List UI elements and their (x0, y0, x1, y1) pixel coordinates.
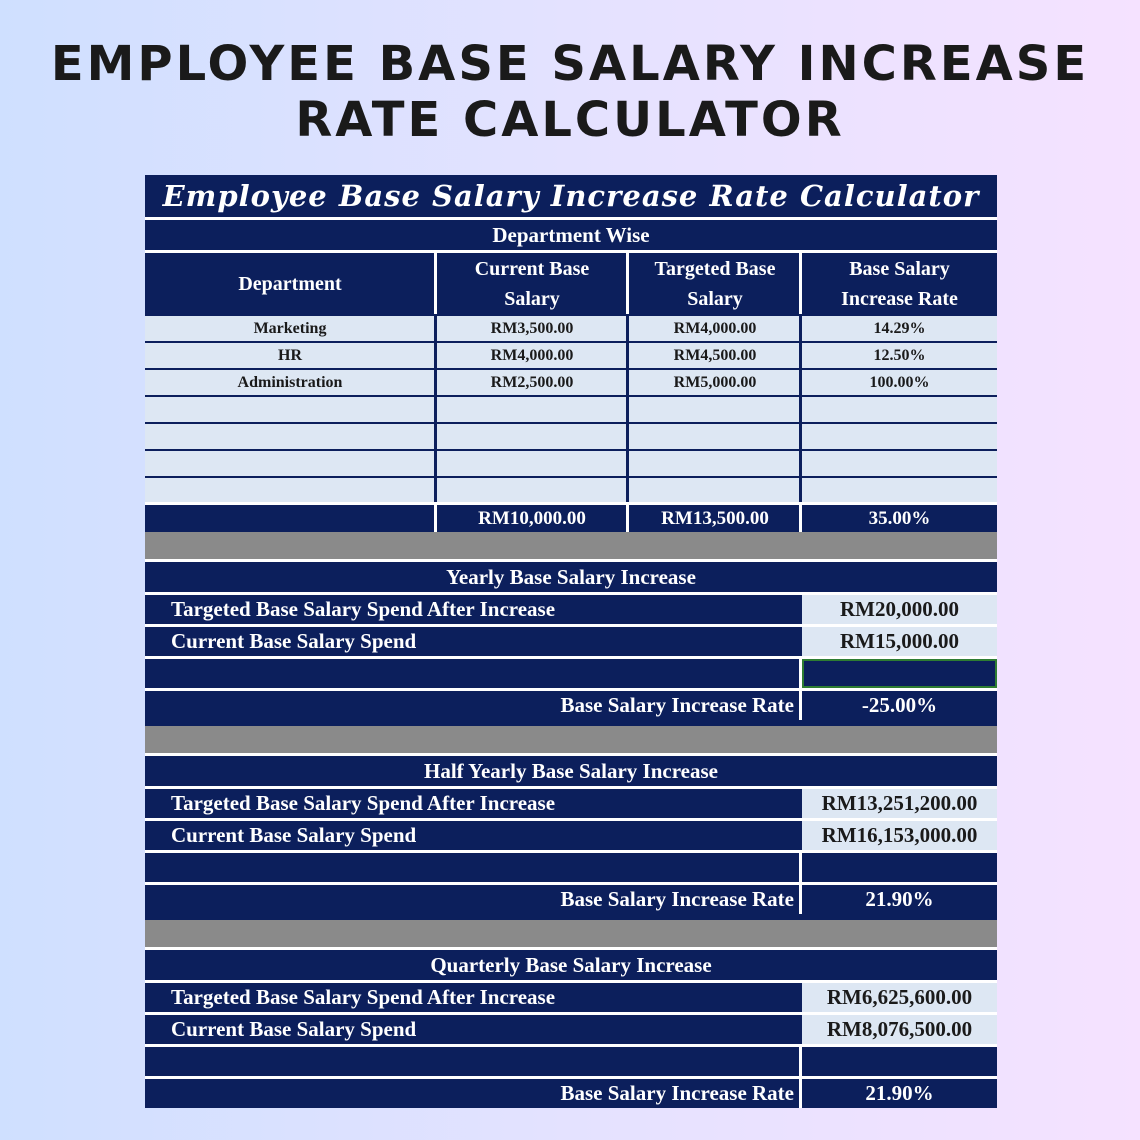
department-section-heading-row (145, 217, 997, 250)
department-section-heading: Department Wise (492, 222, 650, 247)
targeted-base-salary-cell[interactable]: RM4,000.00 (673, 319, 757, 337)
blank-cell[interactable] (145, 853, 800, 882)
targeted-spend-label: Targeted Base Salary Spend After Increase (171, 985, 556, 1009)
increase-rate-row (145, 882, 997, 914)
section-separator (145, 726, 997, 753)
calculator-sheet (145, 175, 997, 1108)
column-header-targeted-base-salary[interactable]: Targeted Base Salary (654, 257, 776, 310)
current-base-salary-cell[interactable] (437, 397, 627, 422)
current-spend-value[interactable]: RM15,000.00 (802, 627, 997, 656)
increase-rate-cell[interactable] (802, 397, 997, 422)
department-cell[interactable] (145, 451, 435, 476)
current-spend-label: Current Base Salary Spend (171, 823, 417, 847)
table-row (145, 314, 997, 341)
section-heading: Yearly Base Salary Increase (446, 564, 696, 589)
table-row (145, 476, 997, 503)
table-row (145, 395, 997, 422)
increase-rate-value[interactable]: 21.90% (865, 1081, 934, 1105)
current-spend-value[interactable]: RM16,153,000.00 (802, 821, 997, 850)
department-table-header (145, 250, 997, 314)
current-spend-value[interactable]: RM8,076,500.00 (802, 1015, 997, 1044)
page-title-line-2: RATE CALCULATOR (295, 92, 845, 148)
section-heading: Half Yearly Base Salary Increase (424, 758, 718, 783)
department-totals-row (145, 502, 997, 532)
current-spend-label: Current Base Salary Spend (171, 1017, 417, 1041)
increase-rate-label: Base Salary Increase Rate (560, 887, 794, 911)
blank-input-cell[interactable] (802, 853, 997, 882)
sheet-title-row (145, 175, 997, 217)
current-spend-row (145, 624, 997, 656)
increase-rate-value[interactable]: 21.90% (865, 887, 934, 911)
totals-label-cell[interactable] (145, 505, 435, 532)
blank-cell[interactable] (145, 659, 800, 688)
targeted-base-salary-cell[interactable] (629, 478, 801, 503)
current-spend-row (145, 1012, 997, 1044)
section-separator (145, 920, 997, 947)
targeted-spend-label: Targeted Base Salary Spend After Increase (171, 597, 556, 621)
table-row (145, 422, 997, 449)
table-row (145, 449, 997, 476)
column-header-department[interactable]: Department (238, 272, 342, 295)
section-heading: Quarterly Base Salary Increase (430, 952, 712, 977)
sheet-title: Employee Base Salary Increase Rate Calculator (162, 179, 980, 213)
table-row (145, 341, 997, 368)
targeted-spend-label: Targeted Base Salary Spend After Increase (171, 791, 556, 815)
total-targeted-base-salary[interactable]: RM13,500.00 (661, 507, 769, 529)
increase-rate-cell[interactable]: 12.50% (873, 346, 926, 364)
current-spend-label: Current Base Salary Spend (171, 629, 417, 653)
blank-input-cell[interactable] (802, 1047, 997, 1076)
table-row (145, 368, 997, 395)
total-current-base-salary[interactable]: RM10,000.00 (478, 507, 586, 529)
blank-row (145, 850, 997, 882)
increase-rate-label: Base Salary Increase Rate (560, 693, 794, 717)
current-base-salary-cell[interactable] (437, 424, 627, 449)
department-cell[interactable] (145, 397, 435, 422)
page-title-line-1: EMPLOYEE BASE SALARY INCREASE (50, 36, 1090, 92)
targeted-spend-value[interactable]: RM20,000.00 (802, 595, 997, 624)
increase-rate-cell[interactable] (802, 424, 997, 449)
department-cell[interactable]: HR (278, 346, 302, 364)
blank-row (145, 656, 997, 688)
targeted-spend-row (145, 980, 997, 1012)
targeted-spend-row (145, 592, 997, 624)
current-spend-row (145, 818, 997, 850)
increase-rate-cell[interactable] (802, 451, 997, 476)
increase-rate-value[interactable]: -25.00% (861, 693, 938, 717)
department-cell[interactable] (145, 424, 435, 449)
department-cell[interactable]: Marketing (253, 319, 327, 337)
column-header-increase-rate[interactable]: Base Salary Increase Rate (841, 257, 958, 310)
column-header-current-base-salary[interactable]: Current Base Salary (474, 257, 590, 310)
blank-input-cell[interactable] (802, 659, 997, 688)
targeted-base-salary-cell[interactable]: RM4,500.00 (673, 346, 757, 364)
section-heading-row (145, 753, 997, 786)
increase-rate-cell[interactable]: 100.00% (869, 373, 930, 391)
blank-cell[interactable] (145, 1047, 800, 1076)
targeted-base-salary-cell[interactable] (629, 451, 801, 476)
increase-rate-cell[interactable]: 14.29% (873, 319, 926, 337)
department-cell[interactable] (145, 478, 435, 503)
targeted-spend-row (145, 786, 997, 818)
current-base-salary-cell[interactable] (437, 478, 627, 503)
current-base-salary-cell[interactable] (437, 451, 627, 476)
targeted-spend-value[interactable]: RM13,251,200.00 (802, 789, 997, 818)
targeted-base-salary-cell[interactable] (629, 397, 801, 422)
section-heading-row (145, 947, 997, 980)
section-heading-row (145, 559, 997, 592)
targeted-base-salary-cell[interactable]: RM5,000.00 (673, 373, 757, 391)
targeted-spend-value[interactable]: RM6,625,600.00 (802, 983, 997, 1012)
increase-rate-cell[interactable] (802, 478, 997, 503)
targeted-base-salary-cell[interactable] (629, 424, 801, 449)
increase-rate-row (145, 1076, 997, 1108)
current-base-salary-cell[interactable]: RM2,500.00 (490, 373, 574, 391)
current-base-salary-cell[interactable]: RM3,500.00 (490, 319, 574, 337)
blank-row (145, 1044, 997, 1076)
current-base-salary-cell[interactable]: RM4,000.00 (490, 346, 574, 364)
increase-rate-row (145, 688, 997, 720)
section-separator (145, 532, 997, 559)
total-increase-rate[interactable]: 35.00% (868, 507, 931, 529)
increase-rate-label: Base Salary Increase Rate (560, 1081, 794, 1105)
department-cell[interactable]: Administration (237, 373, 343, 391)
page-title (0, 36, 1140, 148)
